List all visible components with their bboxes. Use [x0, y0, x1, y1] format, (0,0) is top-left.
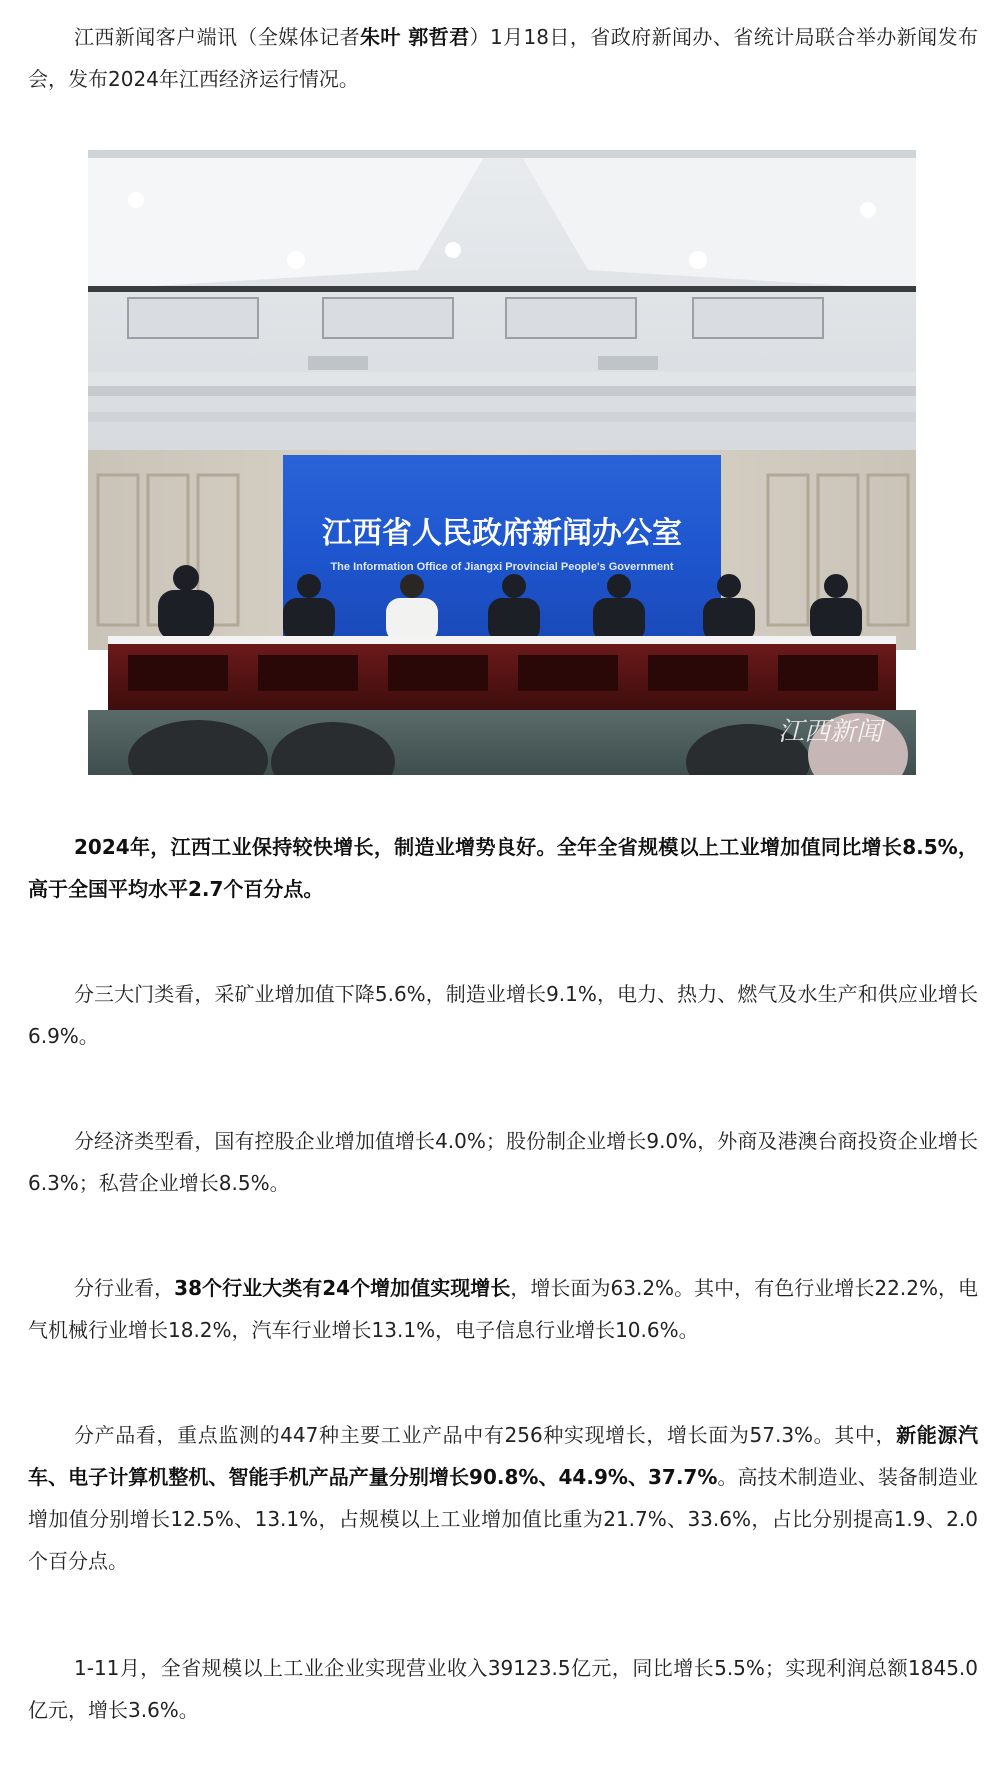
- industry-paragraph: [28, 1267, 978, 1351]
- category-paragraph: 分三大门类看，采矿业增加值下降5.6%，制造业增长9.1%，电力、热力、燃气及水生产和供应业增长6.9%。: [28, 982, 978, 1048]
- screen-subtitle: The Information Office of Jiangxi Provincial People's Government: [330, 561, 674, 573]
- intro-text-a: 江西新闻客户端讯（全媒体记者: [74, 25, 360, 49]
- intro-text-b: ）1月18日，省政府新闻办、省统计局联合举办新闻发布会，发布2024年江西经济运行情况。: [28, 25, 978, 91]
- industry-text-b: ，增长面为63.2%。其中，有色行业增长22.2%，电气机械行业增长18.2%，汽车行业增长13.1%，电子信息行业增长10.6%。: [28, 1276, 979, 1342]
- product-text-a: 分产品看，重点监测的447种主要工业产品中有256种实现增长，增长面为57.3%。其中，: [74, 1423, 897, 1447]
- screen-title: 江西省人民政府新闻办公室: [322, 516, 682, 551]
- press-conference-photo: [88, 150, 916, 775]
- reporter-names: 朱叶 郭哲君: [360, 25, 470, 49]
- lead-paragraph: [28, 826, 978, 910]
- lead-text: 2024年，江西工业保持较快增长，制造业增势良好。全年全省规模以上工业增加值同比增长8.5%，高于全国平均水平2.7个百分点。: [28, 835, 978, 901]
- product-text-b: 。高技术制造业、装备制造业增加值分别增长12.5%、13.1%，占规模以上工业增加值比重为21.7%、33.6%，占比分别提高1.9、2.0个百分点。: [28, 1465, 979, 1573]
- photo-illustration: [88, 150, 916, 775]
- intro-paragraph: [28, 16, 978, 100]
- product-highlight: 新能源汽车、电子计算机整机、智能手机产品产量分别增长90.8%、44.9%、37.7%: [28, 1423, 978, 1489]
- revenue-paragraph: 1-11月，全省规模以上工业企业实现营业收入39123.5亿元，同比增长5.5%；实现利润总额1845.0亿元，增长3.6%。: [28, 1656, 978, 1722]
- product-paragraph: [28, 1414, 978, 1582]
- industry-highlight: 38个行业大类有24个增加值实现增长: [174, 1276, 511, 1300]
- economic-type-paragraph: 分经济类型看，国有控股企业增加值增长4.0%；股份制企业增长9.0%，外商及港澳台商投资企业增长6.3%；私营企业增长8.5%。: [28, 1129, 978, 1195]
- news-watermark: 江西新闻: [778, 717, 883, 747]
- industry-text-a: 分行业看，: [74, 1276, 175, 1300]
